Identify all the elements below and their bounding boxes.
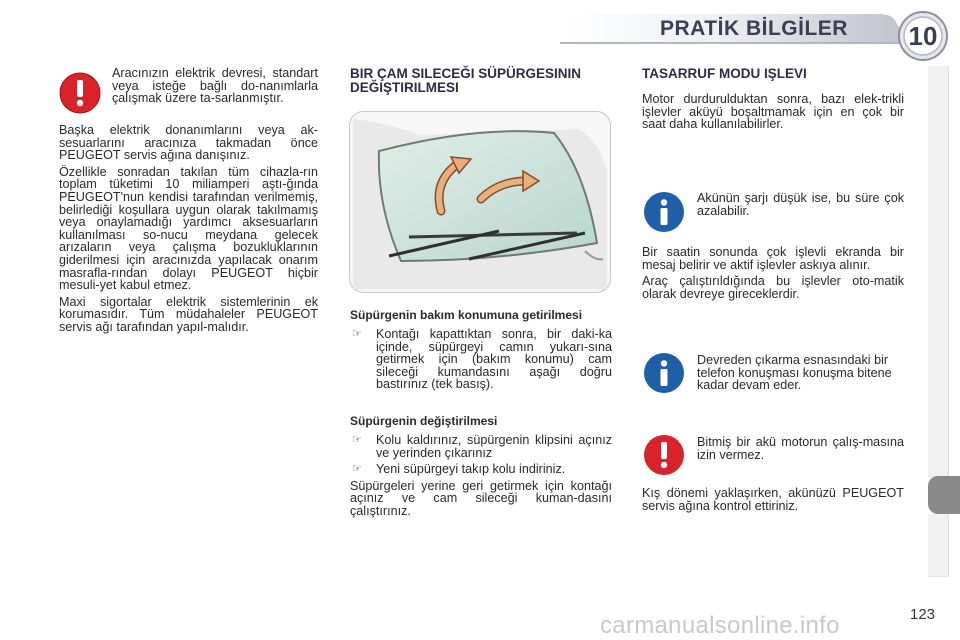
- right-column-middle: [642, 246, 904, 304]
- chapter-tab[interactable]: [928, 514, 949, 577]
- middle-column: [350, 309, 612, 522]
- chapter-tab[interactable]: [928, 66, 949, 127]
- chapter-tab[interactable]: [928, 126, 949, 187]
- left-warning-note: [112, 67, 318, 109]
- chapter-number: 10: [908, 20, 938, 51]
- chapter-tabs: [928, 66, 950, 576]
- bullet-item: ☞ Kolu kaldırınız, süpürgenin klipsini açınız ve yerinden çıkarınız: [352, 432, 612, 460]
- bullet-item: ☞ Yeni süpürgeyi takıp kolu indiriniz.: [352, 462, 566, 477]
- windshield-illustration: [349, 111, 611, 293]
- page-number: 123: [910, 606, 936, 623]
- left-paragraph-2: Özellikle sonradan takılan tüm cihazla-rın toplam tüketimi 10 miliamperi aştı-ğında PEUGEOT'nun kendisi tarafından verilmemiş, belirlediği koşullara uygun olarak takılmamış veya onaylamadığı yardımcı aksesuarların kullanılması so-nucu meydana gelecek arızaların veya çalışma bozukluklarının giderilmesi için aracınızda yapılacak onarım masrafla-rından dolayı PEUGEOT hiçbir mesuli-yet kabul etmez.: [59, 164, 318, 293]
- right-paragraph-1: Motor durdurulduktan sonra, bazı elek-trikli işlevler aküyü boşaltmamak için en çok bir saat daha kullanılabilirler.: [642, 92, 904, 132]
- middle-title-block: [350, 67, 612, 95]
- chapter-tab[interactable]: [928, 366, 949, 427]
- chapter-title: PRATİK BİLGİLER: [660, 17, 848, 40]
- right-column-bottom: [642, 487, 904, 516]
- hand-pointer-icon: ☞: [352, 433, 362, 446]
- warning-icon: [59, 72, 101, 114]
- chapter-tab[interactable]: [928, 306, 949, 367]
- info-note-1: Akünün şarjı düşük ise, bu süre çok azalabilir.: [697, 191, 904, 218]
- chapter-tab-active[interactable]: [928, 476, 960, 514]
- info-icon: [643, 191, 685, 233]
- chapter-tab[interactable]: [928, 246, 949, 307]
- hand-pointer-icon: ☞: [352, 463, 362, 476]
- right-paragraph-3: Araç çalıştırıldığında bu işlevler oto-matik olarak devreye gireceklerdir.: [642, 274, 904, 301]
- info-note-2: Devreden çıkarma esnasındaki bir telefon konuşması konuşma bitene kadar devam eder.: [697, 353, 892, 393]
- chapter-tab[interactable]: [928, 186, 949, 247]
- section-title-economy-mode: TASARRUF MODU IŞLEVI: [642, 66, 807, 81]
- left-paragraph-1: Başka elektrik donanımlarını veya ak-sesuarlarını aracınıza takmadan önce PEUGEOT servis ağına danışınız.: [59, 123, 318, 163]
- warning-icon: [643, 434, 685, 476]
- right-column-top: [642, 67, 904, 135]
- info-icon: [643, 352, 685, 394]
- right-paragraph-2: Bir saatin sonunda çok işlevli ekranda bir mesaj belirir ve aktif işlevler askıya alınır.: [642, 245, 904, 272]
- left-column: [59, 124, 318, 338]
- bullet-item: ☞ Kontağı kapattıktan sonra, bir daki-ka içinde, süpürgeyi camın yukarı-sına getirmek için (bakım konumu) cam sileceği kumandasını aşağı doğru bastırınız (tek basış).: [352, 327, 612, 392]
- warning-text: Aracınızın elektrik devresi, standart veya isteğe bağlı do-nanımlarla çalışmak üzere ta-sarlanmıştır.: [112, 66, 318, 106]
- warning-note-2: Bitmiş bir akü motorun çalış-masına izin vermez.: [697, 435, 904, 462]
- middle-closing-paragraph: Süpürgeleri yerine geri getirmek için kontağı açınız ve cam sileceği kuman-dasını çalıştırınız.: [350, 478, 612, 518]
- right-paragraph-4: Kış dönemi yaklaşırken, akünüzü PEUGEOT servis ağına kontrol ettiriniz.: [642, 486, 904, 513]
- left-paragraph-3: Maxi sigortalar elektrik sistemlerinin ek korumasıdır. Tüm müdahaleler PEUGEOT servis ağı tarafından yapıl-malıdır.: [59, 294, 318, 334]
- section-title-wiper: BIR ÇAM SILECEĞI SÜPÜRGESININ DEĞIŞTIRILMESI: [350, 66, 582, 95]
- subheading-replacement: Süpürgenin değiştirilmesi: [350, 413, 498, 428]
- chapter-tab[interactable]: [928, 426, 949, 477]
- subheading-service-position: Süpürgenin bakım konumuna getirilmesi: [350, 308, 583, 322]
- hand-pointer-icon: ☞: [352, 328, 362, 340]
- watermark: carmanualsonline.info: [600, 612, 840, 639]
